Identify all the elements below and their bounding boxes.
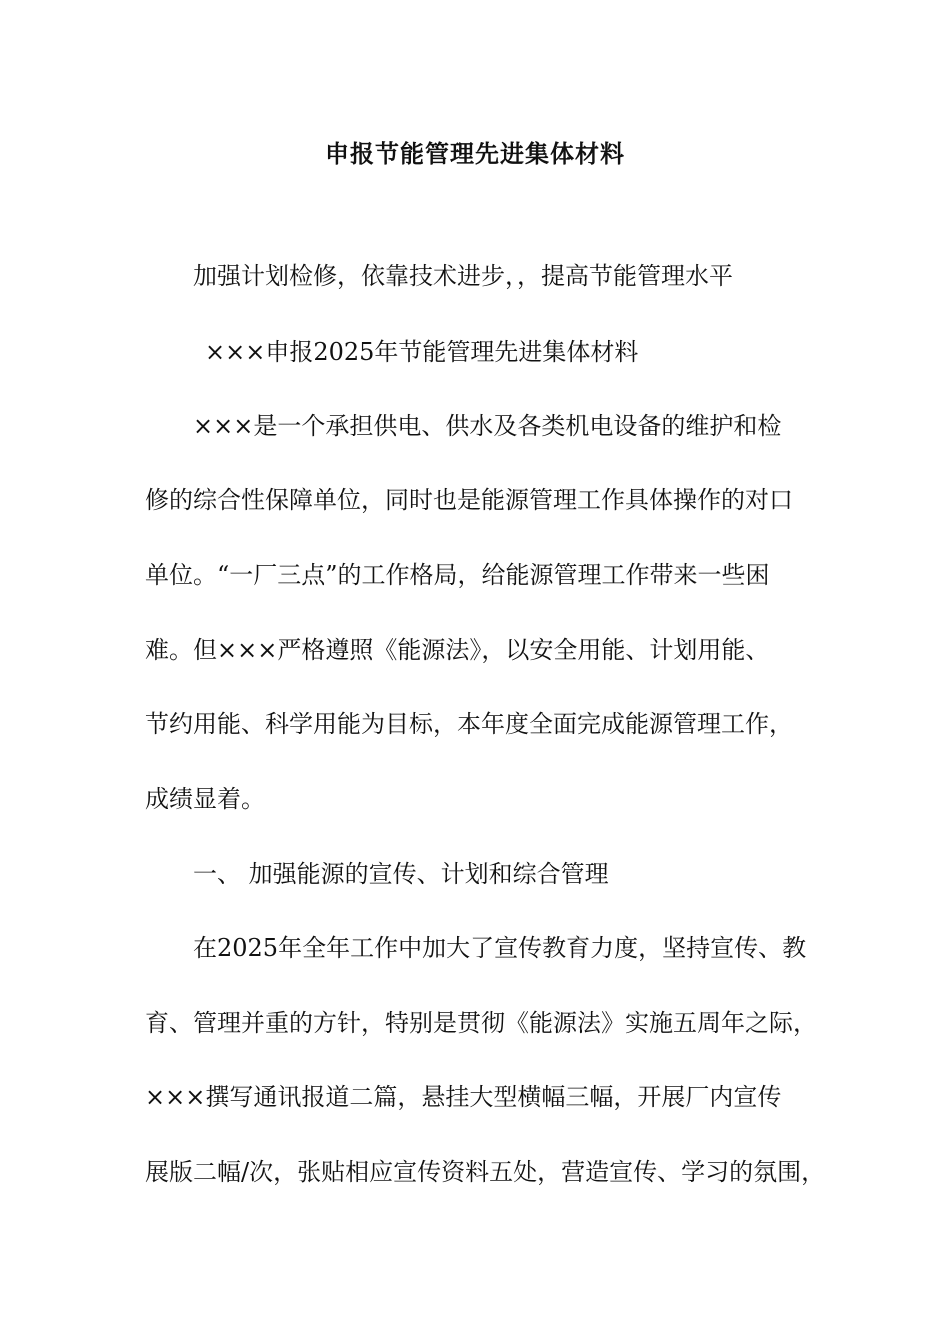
paragraph-line: 修的综合性保障单位，同时也是能源管理工作具体操作的对口 — [145, 486, 793, 514]
paragraph-line: 节约用能、科学用能为目标，本年度全面完成能源管理工作， — [145, 710, 793, 738]
subtitle-line: 加强计划检修，依靠技术进步，，提高节能管理水平 — [193, 262, 733, 290]
paragraph-line: 单位。“一厂三点”的工作格局，给能源管理工作带来一些困 — [145, 561, 770, 589]
paragraph-line: 难。但×××严格遵照《能源法》，以安全用能、计划用能、 — [145, 636, 770, 664]
paragraph-line: 在2025年全年工作中加大了宣传教育力度，坚持宣传、教 — [193, 934, 807, 962]
paragraph-line: ×××是一个承担供电、供水及各类机电设备的维护和检 — [193, 412, 782, 440]
application-heading: ×××申报2025年节能管理先进集体材料 — [205, 338, 639, 366]
document-title: 申报节能管理先进集体材料 — [325, 140, 625, 168]
paragraph-line: 展版二幅/次，张贴相应宣传资料五处，营造宣传、学习的氛围， — [145, 1158, 826, 1186]
paragraph-line: 育、管理并重的方针，特别是贯彻《能源法》实施五周年之际， — [145, 1009, 817, 1037]
section-heading: 一、 加强能源的宣传、计划和综合管理 — [193, 860, 609, 888]
paragraph-line: 成绩显着。 — [145, 785, 265, 813]
paragraph-line: ×××撰写通讯报道二篇，悬挂大型横幅三幅，开展厂内宣传 — [145, 1083, 782, 1111]
